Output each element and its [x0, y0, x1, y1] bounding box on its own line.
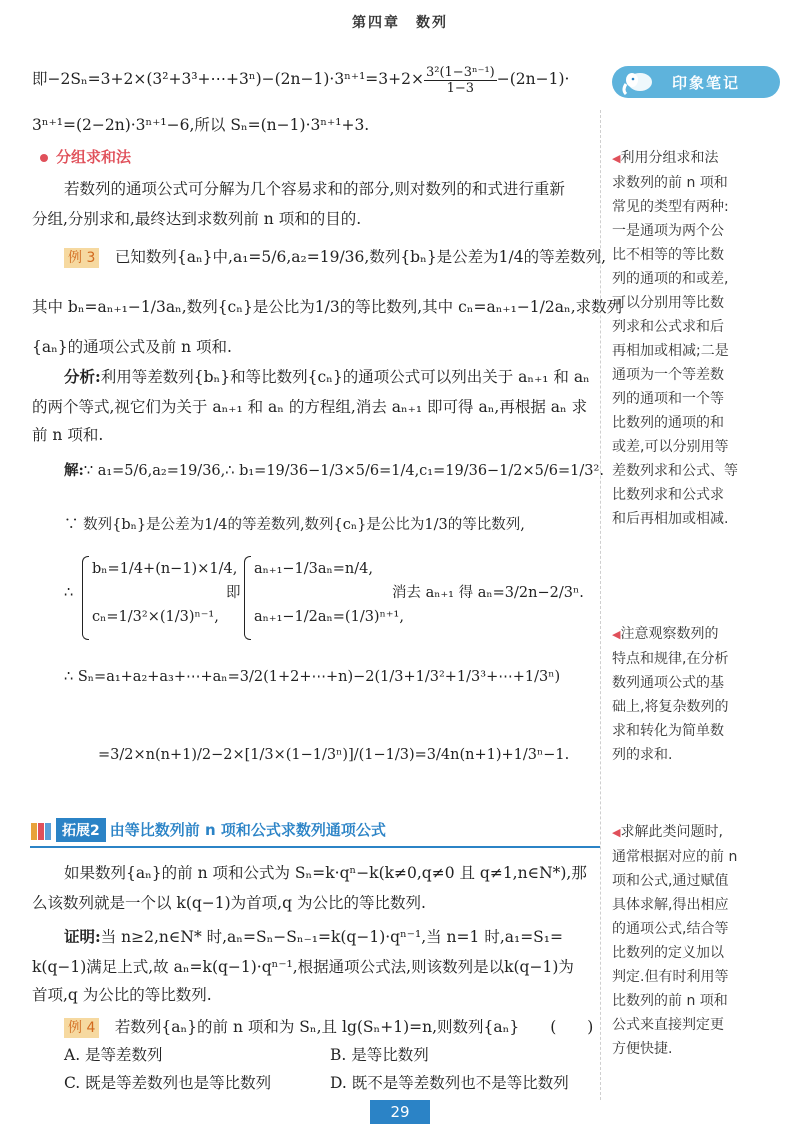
derivation-line-2: 3ⁿ⁺¹=(2−2n)·3ⁿ⁺¹−6,所以 Sₙ=(n−1)·3ⁿ⁺¹+3. — [32, 116, 370, 134]
example3-line-1: 例 3 已知数列{aₙ}中,a₁=5/6,a₂=19/36,数列{bₙ}是公差为1/4的等差数列, — [64, 242, 606, 272]
proof-line-2: k(q−1)满足上式,故 aₙ=k(q−1)·qⁿ⁻¹,根据通项公式法,则该数列是以k(q−1)为 — [32, 958, 574, 976]
system-result: 消去 aₙ₊₁ 得 aₙ=3/2n−2/3ⁿ. — [392, 585, 584, 601]
example4-tag: 例 4 — [64, 1018, 99, 1038]
page-number: 29 — [370, 1100, 430, 1124]
extension2-para-2: 么该数列就是一个以 k(q−1)为首项,q 为公比的等比数列. — [32, 894, 426, 912]
chapter-header: 第四章 数列 — [352, 15, 448, 31]
sum-line-1: ∴ Sₙ=a₁+a₂+a₃+⋯+aₙ=3/2(1+2+⋯+n)−2(1/3+1/3²+1/3³+⋯+1/3ⁿ) — [64, 669, 561, 685]
elephant-icon — [618, 68, 658, 96]
example4-question: 例 4 若数列{aₙ}的前 n 项和为 Sₙ,且 lg(Sₙ+1)=n,则数列{aₙ} ( ) — [64, 1012, 593, 1042]
example4-option-c: C. 既是等差数列也是等比数列 — [64, 1074, 272, 1092]
side-note-3: ◀求解此类问题时, 通常根据对应的前 n 项和公式,通过赋值 具体求解,得出相应 的通项公式,结合等 比数列的定义加以 判定.但有时利用等 比数列的前 n 项和 公式来直接判定更 方便快捷. — [612, 824, 738, 1057]
proof-line-1: 证明:当 n≥2,n∈N* 时,aₙ=Sₙ−Sₙ₋₁=k(q−1)·qⁿ⁻¹,当 n=1 时,a₁=S₁= — [64, 927, 564, 946]
extension2-title: 由等比数列前 n 项和公式求数列通项公式 — [109, 821, 386, 839]
books-icon — [30, 821, 52, 841]
analysis-line-1: 分析:利用等差数列{bₙ}和等比数列{cₙ}的通项公式可以列出关于 aₙ₊₁ 和 aₙ — [64, 367, 590, 386]
therefore-symbol: ∴ — [64, 585, 74, 601]
analysis-line-3: 前 n 项和. — [32, 426, 104, 444]
system1-eq-b: cₙ=1/3²×(1/3)ⁿ⁻¹, — [92, 609, 219, 625]
sum-line-2: =3/2×n(n+1)/2−2×[1/3×(1−1/3ⁿ)]/(1−1/3)=3/4n(n+1)+1/3ⁿ−1. — [98, 747, 570, 763]
system-ji: 即 — [226, 585, 241, 601]
system1-eq-a: bₙ=1/4+(n−1)×1/4, — [92, 561, 238, 577]
brace-left-2 — [244, 556, 251, 640]
example3-tag: 例 3 — [64, 248, 99, 268]
extension2-bar — [30, 818, 600, 848]
triangle-marker-icon: ◀ — [612, 628, 621, 641]
proof-line-3: 首项,q 为公比的等比数列. — [32, 986, 212, 1004]
example4-option-b: B. 是等比数列 — [330, 1046, 429, 1064]
triangle-marker-icon: ◀ — [612, 152, 621, 165]
example4-option-d: D. 既不是等差数列也不是等比数列 — [330, 1074, 569, 1092]
brace-left-1 — [82, 556, 89, 640]
solution-line-2: ∵ 数列{bₙ}是公差为1/4的等差数列,数列{cₙ}是公比为1/3的等比数列, — [64, 517, 525, 533]
example3-line-2: 其中 bₙ=aₙ₊₁−1/3aₙ,数列{cₙ}是公比为1/3的等比数列,其中 cₙ=aₙ₊₁−1/2aₙ,求数列 — [32, 298, 623, 316]
derivation-line-1: 即−2Sₙ=3+2×(3²+3³+⋯+3ⁿ)−(2n−1)·3ⁿ⁺¹=3+2× $\frac{\text{3²(1−3ⁿ⁻¹)}}{1-3}$ −(2n−1)· — [32, 64, 570, 96]
side-note-1: ◀利用分组求和法 求数列的前 n 项和 常见的类型有两种: 一是通项为两个公 比不相等的等比数 列的通项的和或差, 可以分别用等比数 列求和公式求和后 再相加或相减;二是 通项为一个等差数 列的通项和一个等 比数列的通项的和 或差,可以分别用等 差数列求和公式、等 比数列求和公式求 和后再相加或相减. — [612, 150, 738, 527]
example4-option-a: A. 是等差数列 — [64, 1046, 163, 1064]
analysis-line-2: 的两个等式,视它们为关于 aₙ₊₁ 和 aₙ 的方程组,消去 aₙ₊₁ 即可得 aₙ,再根据 aₙ 求 — [32, 398, 588, 416]
example3-line-3: {aₙ}的通项公式及前 n 项和. — [32, 338, 232, 356]
system2-eq-b: aₙ₊₁−1/2aₙ=(1/3)ⁿ⁺¹, — [254, 609, 404, 625]
system2-eq-a: aₙ₊₁−1/3aₙ=n/4, — [254, 561, 373, 577]
triangle-marker-icon: ◀ — [612, 826, 621, 839]
section-para-2: 分组,分别求和,最终达到求数列前 n 项和的目的. — [32, 210, 362, 228]
derivation-fraction: $\frac{\text{3²(1−3ⁿ⁻¹)}}{1-3}$ — [425, 64, 495, 96]
extension2-tag: 拓展2 — [56, 818, 106, 842]
note-badge — [612, 66, 780, 98]
section-para-1: 若数列的通项公式可分解为几个容易求和的部分,则对数列的和式进行重新 — [64, 180, 565, 198]
section-heading: 分组求和法 — [40, 146, 131, 167]
bullet-dot-icon — [40, 154, 48, 162]
note-badge-label: 印象笔记 — [672, 74, 741, 92]
side-note-2: ◀注意观察数列的 特点和规律,在分析 数列通项公式的基 础上,将复杂数列的 求和转化为简单数 列的求和. — [612, 626, 729, 763]
solution-line-1: 解:∵ a₁=5/6,a₂=19/36,∴ b₁=19/36−1/3×5/6=1/4,c₁=19/36−1/2×5/6=1/3². — [64, 462, 604, 479]
extension2-para-1: 如果数列{aₙ}的前 n 项和公式为 Sₙ=k·qⁿ−k(k≠0,q≠0 且 q≠1,n∈N*),那 — [64, 864, 587, 882]
